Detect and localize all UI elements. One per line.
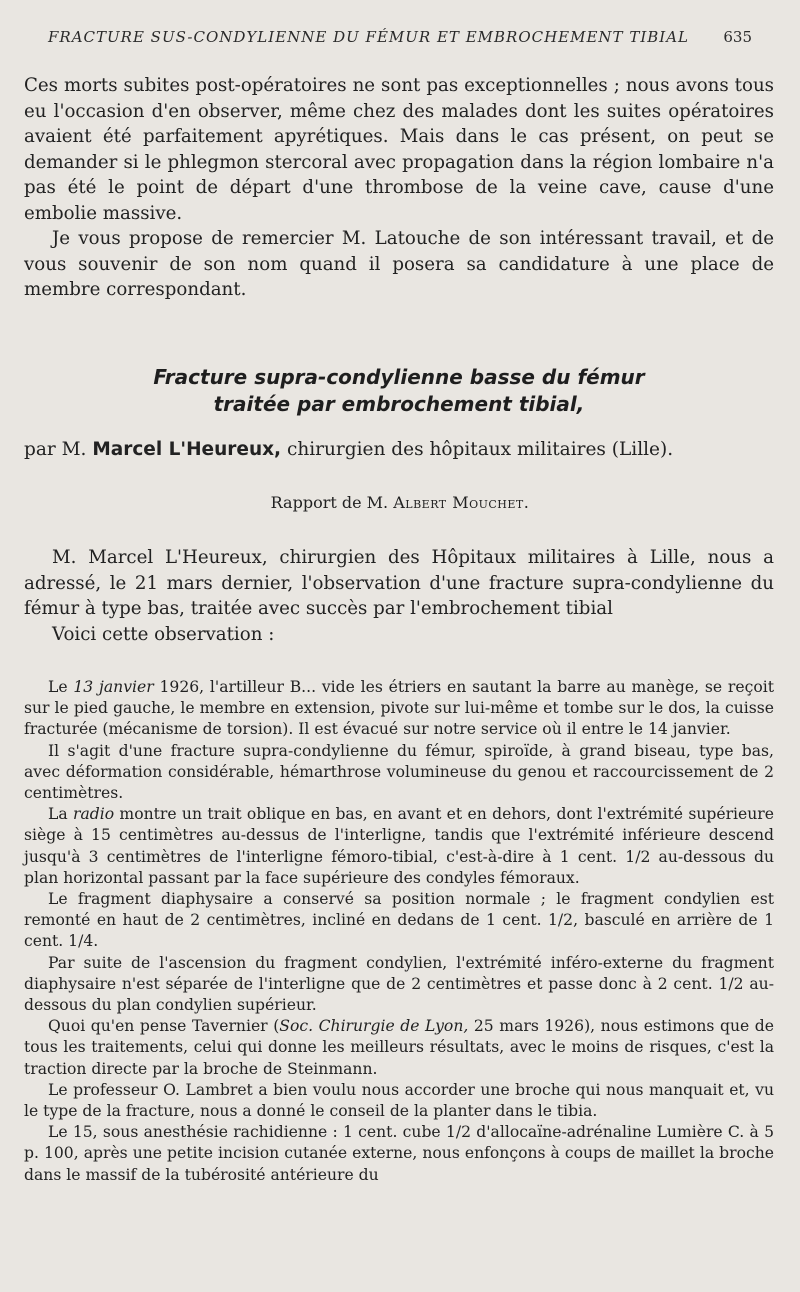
observation-paragraph: [24, 804, 774, 889]
obs-p3-radio: radio: [72, 805, 115, 824]
report-text: [24, 545, 774, 647]
section-title-line: Fracture supra-condylienne basse du fémur: [153, 365, 645, 389]
section-title: [24, 364, 774, 418]
obs-p6-ref: Soc. Chirurgie de Lyon,: [279, 1017, 469, 1036]
page-number: 635: [723, 28, 752, 46]
byline: [24, 439, 774, 460]
intro-paragraph: Ces morts subites post-opératoires ne sont pas exceptionnelles ; nous avons tous eu l'occasion d'en observer, même chez des malades dont les suites opératoires avaient été parfaitement apyrétiques. Mais dans le cas présent, on peut se demander si le phlegmon stercoral avec propagation dans la région lombaire n'a pas été le point de départ d'une thrombose de la veine cave, cause d'une embolie massive.: [24, 75, 774, 224]
rapport-name: Albert Mouchet.: [393, 493, 530, 512]
report-paragraph: Voici cette observation :: [52, 623, 275, 645]
observation-paragraph: Le fragment diaphysaire a conservé sa position normale ; le fragment condylien est remonté en haut de 2 centimètres, incliné en dedans de 1 cent. 1/2, basculé en arrière de 1 cent. 1/4.: [24, 890, 774, 951]
observation-paragraph: [24, 1016, 774, 1080]
rapport-prefix: Rapport de M.: [270, 493, 389, 512]
report-paragraph: M. Marcel L'Heureux, chirurgien des Hôpitaux militaires à Lille, nous a adressé, le 21 mars dernier, l'observation d'une fracture supra-condylienne du fémur à type bas, traitée avec succès par l'embrochement tibial: [24, 547, 774, 619]
obs-p3-rest: montre un trait oblique en bas, en avant et en dehors, dont l'extrémité supérieure siège à 15 centimètres au-dessus de l'interligne, tandis que l'extrémité inférieure descend jusqu'à 3 centimètres de l'interligne fémoro-tibial, c'est-à-dire à 1 cent. 1/2 au-dessous du plan horizontal passant par la face supérieure des condyles fémoraux.: [24, 805, 774, 887]
obs-p3-pre: La: [48, 805, 68, 824]
rapport-line: [0, 493, 800, 512]
obs-p1-date: 13 janvier: [73, 678, 154, 696]
running-header: [48, 28, 752, 46]
intro-paragraph: Je vous propose de remercier M. Latouche de son intéressant travail, et de vous souvenir de son nom quand il posera sa candidature à une place de membre correspondant.: [24, 228, 774, 300]
running-title: FRACTURE SUS-CONDYLIENNE DU FÉMUR ET EMBROCHEMENT TIBIAL: [48, 28, 689, 46]
observation-paragraph: [24, 677, 774, 741]
observation-paragraph: Par suite de l'ascension du fragment condylien, l'extrémité inféro-externe du fragment diaphysaire n'est séparée de l'interligne que de 2 centimètres et passe donc à 2 cent. 1/2 au-dessous du plan condylien supérieur.: [24, 953, 774, 1015]
section-title-line: traitée par embrochement tibial,: [213, 392, 585, 416]
obs-p1-rest: 1926, l'artilleur B... vide les étriers en sautant la barre au manège, se reçoit sur le pied gauche, le membre en extension, pivote sur lui-même et tombe sur le dos, la cuisse fracturée (mécanisme de torsion). Il est évacué sur notre service où il entre le 14 janvier.: [24, 678, 774, 739]
observation-paragraph: Le professeur O. Lambret a bien voulu nous accorder une broche qui nous manquait et, vu le type de la fracture, nous a donné le conseil de la planter dans le tibia.: [24, 1080, 774, 1121]
intro-text: [24, 73, 774, 303]
obs-p6-rest: 25 mars 1926), nous estimons que de tous les traitements, celui qui donne les meilleurs résultats, avec le moins de risques, c'est la traction directe par la broche de Steinmann.: [24, 1017, 774, 1078]
obs-p1-pre: Le: [48, 678, 68, 696]
obs-p6-pre: Quoi qu'en pense Tavernier (: [48, 1017, 280, 1036]
observation-paragraph: Il s'agit d'une fracture supra-condylienne du fémur, spiroïde, à grand biseau, type bas, avec déformation considérable, hémarthrose volumineuse du genou et raccourcissement de 2 centimètres.: [24, 741, 774, 803]
byline-suffix: chirurgien des hôpitaux militaires (Lille).: [286, 439, 674, 460]
byline-prefix: par M.: [24, 439, 87, 460]
observation-text: [24, 677, 774, 1186]
byline-author: Marcel L'Heureux,: [92, 439, 282, 460]
observation-paragraph: Le 15, sous anesthésie rachidienne : 1 cent. cube 1/2 d'allocaïne-adrénaline Lumière C. à 5 p. 100, après une petite incision cutanée externe, nous enfonçons à coups de maillet la broche dans le massif de la tubérosité antérieure du: [24, 1123, 774, 1184]
